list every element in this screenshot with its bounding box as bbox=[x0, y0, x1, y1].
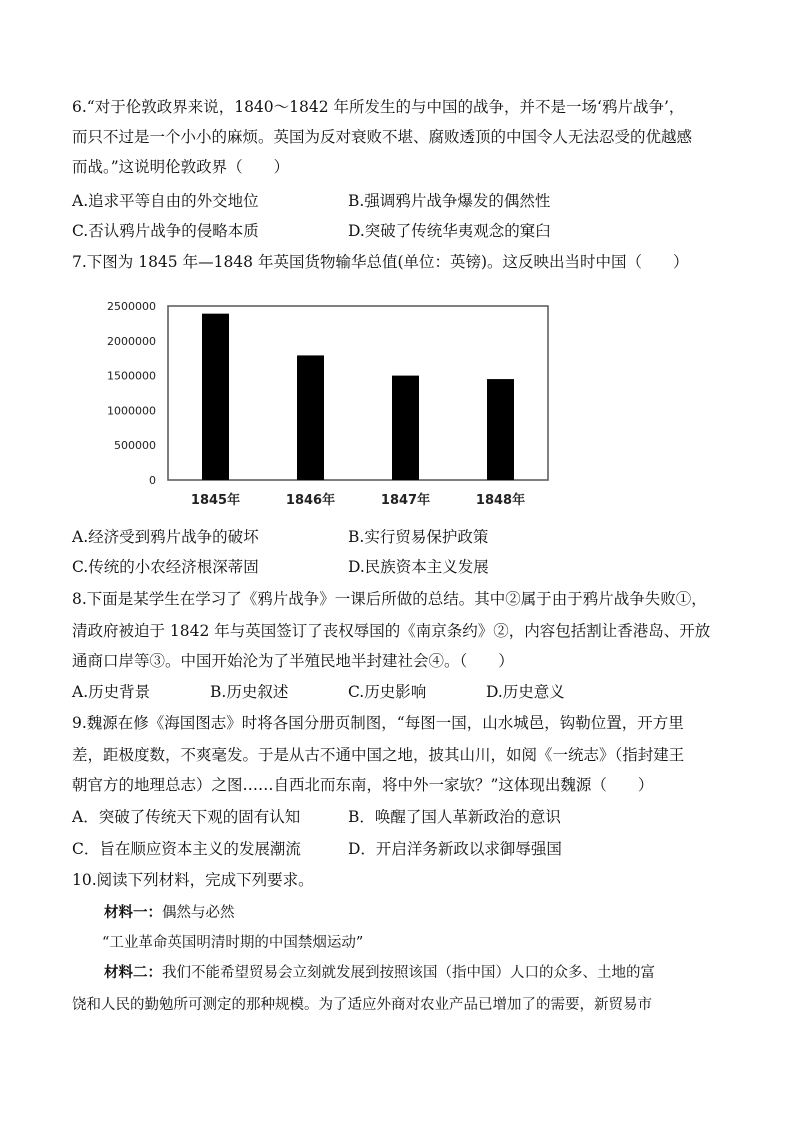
q8-stem-line-3: 通商口岸等③。中国开始沦为了半殖民地半封建社会④。（ ） bbox=[72, 652, 514, 670]
y-tick-label: 2000000 bbox=[107, 334, 156, 348]
q10-material-2 bbox=[104, 962, 655, 984]
q6-stem-line-3: 而战。”这说明伦敦政界（ ） bbox=[72, 158, 290, 176]
material-1-text: 偶然与必然 bbox=[162, 905, 235, 921]
q7-option-c: C.传统的小农经济根深蒂固 bbox=[72, 558, 259, 576]
q6-option-d: D.突破了传统华夷观念的窠臼 bbox=[348, 222, 551, 240]
bar-1846年 bbox=[297, 355, 324, 480]
q8-stem-line-1: 8.下面是某学生在学习了《鸦片战争》一课后所做的总结。其中②属于由于鸦片战争失败①， bbox=[72, 590, 707, 608]
q9-option-d: D．开启洋务新政以求御辱强国 bbox=[348, 840, 562, 858]
q8-option-b: B.历史叙述 bbox=[210, 683, 289, 701]
q7-stem: 7.下图为 1845 年—1848 年英国货物输华总值(单位：英镑)。这反映出当时中国（ ） bbox=[72, 253, 689, 271]
q7-option-d: D.民族资本主义发展 bbox=[348, 558, 489, 576]
q9-option-a: A．突破了传统天下观的固有认知 bbox=[72, 808, 301, 826]
q6-option-a: A.追求平等自由的外交地位 bbox=[72, 192, 259, 210]
q8-stem-line-2: 清政府被迫于 1842 年与英国签订了丧权辱国的《南京条约》②，内容包括割让香港岛、开放 bbox=[72, 622, 711, 640]
q8-option-a: A.历史背景 bbox=[72, 683, 151, 701]
q7-option-a: A.经济受到鸦片战争的破坏 bbox=[72, 528, 259, 546]
q7-bar-chart bbox=[96, 290, 566, 520]
bar-1845年 bbox=[202, 314, 229, 480]
x-tick-label: 1846年 bbox=[285, 493, 336, 508]
q6-stem-line-1: 6.“对于伦敦政界来说，1840～1842 年所发生的与中国的战争，并不是一场‘鸦片战争’， bbox=[72, 98, 685, 116]
q8-option-c: C.历史影响 bbox=[348, 683, 427, 701]
q9-option-c: C．旨在顺应资本主义的发展潮流 bbox=[72, 840, 301, 858]
q8-option-d: D.历史意义 bbox=[486, 683, 565, 701]
q9-stem-line-3: 朝官方的地理总志）之图……自西北而东南，将中外一家欤？”这体现出魏源（ ） bbox=[72, 776, 654, 794]
q6-stem-line-2: 而只不过是一个小小的麻烦。英国为反对衰败不堪、腐败透顶的中国令人无法忍受的优越感 bbox=[72, 128, 693, 146]
y-tick-label: 500000 bbox=[114, 439, 156, 453]
y-tick-label: 1500000 bbox=[107, 369, 156, 383]
bar-1848年 bbox=[487, 379, 514, 480]
x-tick-label: 1847年 bbox=[380, 493, 431, 508]
material-1-subtitle: “工业革命英国明清时期的中国禁烟运动” bbox=[102, 935, 364, 951]
material-2-line-2: 饶和人民的勤勉所可测定的那种规模。为了适应外商对农业产品已增加了的需要，新贸易市 bbox=[72, 997, 652, 1013]
material-2-label: 材料二： bbox=[104, 964, 162, 981]
y-tick-label: 2500000 bbox=[107, 300, 156, 313]
y-tick-label: 0 bbox=[149, 474, 156, 487]
x-tick-label: 1845年 bbox=[190, 493, 241, 508]
q10-stem: 10.阅读下列材料，完成下列要求。 bbox=[72, 871, 314, 889]
q6-option-c: C.否认鸦片战争的侵略本质 bbox=[72, 222, 259, 240]
q9-stem-line-2: 差，距极度数，不爽毫发。于是从古不通中国之地，披其山川，如阅《一统志》（指封建王 bbox=[72, 746, 685, 764]
y-tick-label: 1000000 bbox=[107, 404, 156, 418]
q9-option-b: B．唤醒了国人革新政治的意识 bbox=[348, 808, 561, 826]
x-tick-label: 1848年 bbox=[475, 493, 526, 508]
bar-1847年 bbox=[392, 376, 419, 480]
q9-stem-line-1: 9.魏源在修《海国图志》时将各国分册页制图，“每图一国，山水城邑，钩勒位置，开方里 bbox=[72, 714, 684, 732]
q6-option-b: B.强调鸦片战争爆发的偶然性 bbox=[348, 192, 551, 210]
q7-option-b: B.实行贸易保护政策 bbox=[348, 528, 489, 546]
material-1-label: 材料一： bbox=[104, 904, 162, 921]
q10-material-1 bbox=[104, 902, 235, 924]
material-2-text: 我们不能希望贸易会立刻就发展到按照该国（指中国）人口的众多、土地的富 bbox=[162, 965, 655, 981]
